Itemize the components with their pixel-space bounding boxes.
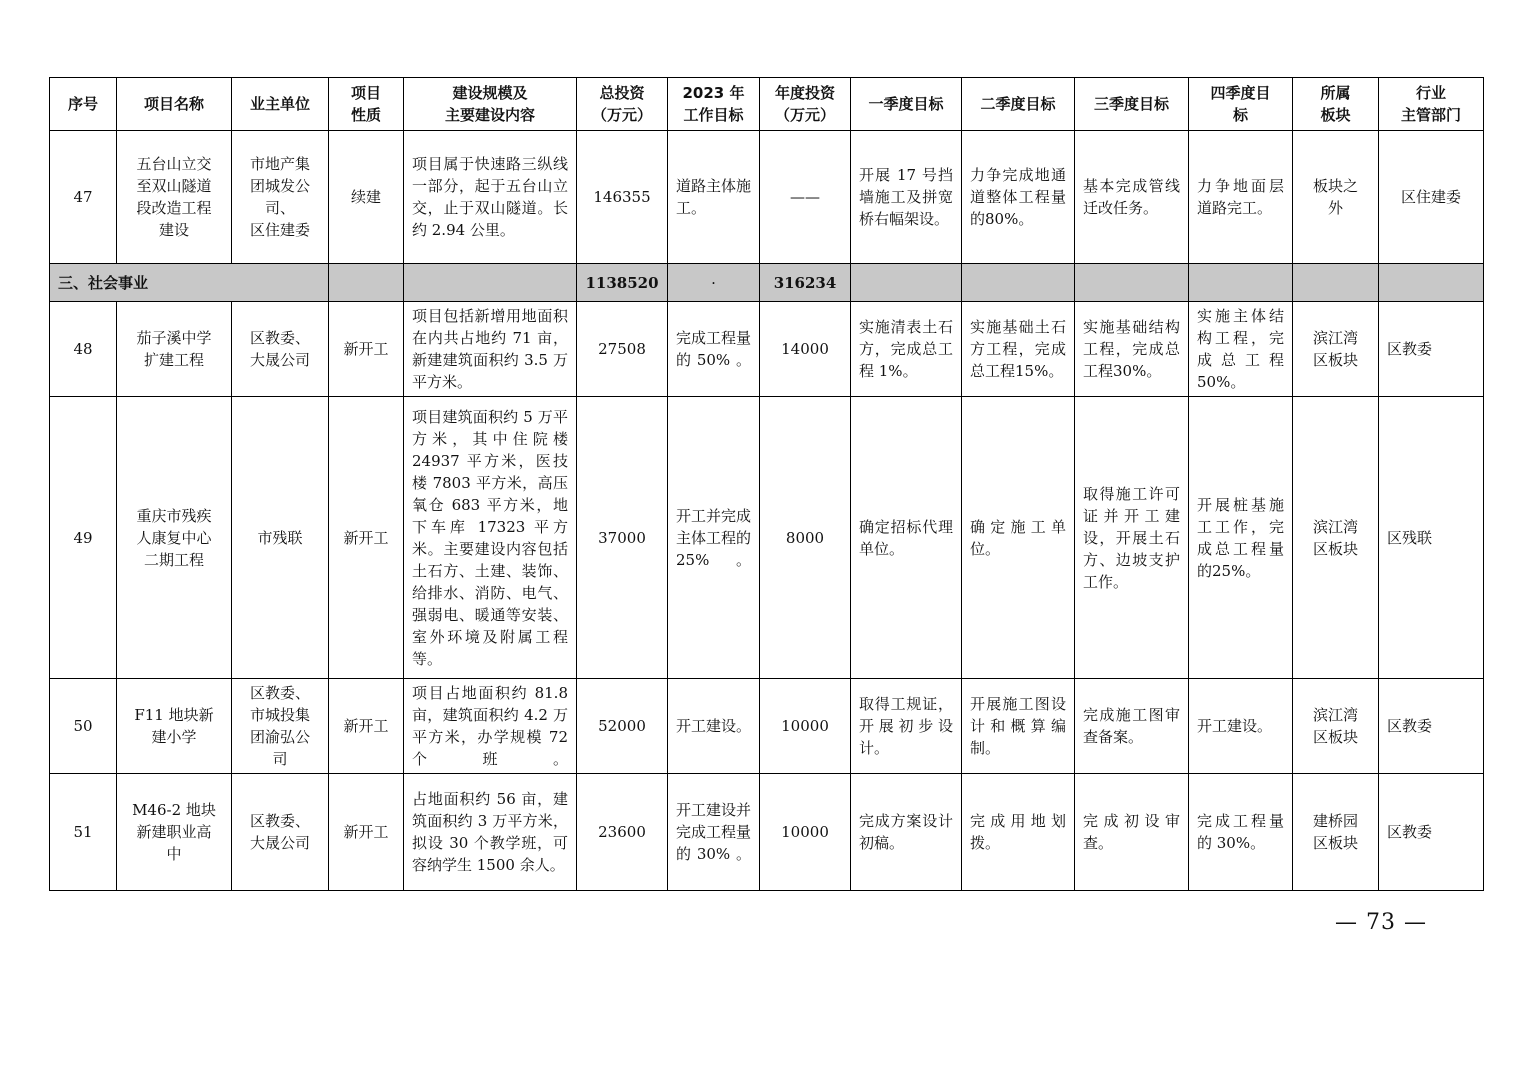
table-row [50,131,1484,264]
project-name: 茄子溪中学 扩建工程 [117,302,232,397]
supervising-dept: 区教委 [1379,302,1484,397]
q2-target: 实施基础土石方工程，完成总工程15%。 [962,302,1075,397]
annual-goal: 开工并完成主体工程的25%。 [668,397,760,679]
header-cell: 行业 主管部门 [1379,78,1484,131]
table-row [50,397,1484,679]
construction-scope: 占地面积约 56 亩，建筑面积约 3 万平方米，拟设 30 个教学班，可容纳学生 1500 余人。 [404,774,577,891]
page-number: — 73 — [1335,910,1427,935]
header-cell: 业主单位 [232,78,329,131]
table-row [50,774,1484,891]
annual-goal: 开工建设并完成工程量的30%。 [668,774,760,891]
section-total-investment: 1138520 [577,264,668,302]
construction-scope: 项目建筑面积约 5 万平方米，其中住院楼 24937 平方米，医技楼 7803 平方米，高压氧仓 683 平方米，地下车库 17323 平方米。主要建设内容包括土石方、土建、装饰、给排水、消防、电气、强弱电、暖通等安装、室外环境及附属工程等。 [404,397,577,679]
header-row [50,78,1484,131]
row-number: 50 [50,679,117,774]
sector: 滨江湾 区板块 [1293,397,1379,679]
row-number: 51 [50,774,117,891]
header-cell: 一季度目标 [851,78,962,131]
header-cell: 项目 性质 [329,78,404,131]
annual-investment: 14000 [760,302,851,397]
supervising-dept: 区残联 [1379,397,1484,679]
section-empty-cell [851,264,962,302]
q1-target: 完成方案设计初稿。 [851,774,962,891]
supervising-dept: 区教委 [1379,774,1484,891]
project-nature: 续建 [329,131,404,264]
owner-unit: 区教委、 大晟公司 [232,774,329,891]
total-investment: 23600 [577,774,668,891]
header-cell: 项目名称 [117,78,232,131]
section-empty-cell [1379,264,1484,302]
header-cell: 2023 年 工作目标 [668,78,760,131]
total-investment: 37000 [577,397,668,679]
annual-investment: 10000 [760,774,851,891]
q2-target: 完成用地划拨。 [962,774,1075,891]
construction-scope: 项目属于快速路三纵线一部分，起于五台山立交，止于双山隧道。长约 2.94 公里。 [404,131,577,264]
section-goal: · [668,264,760,302]
q2-target: 力争完成地通道整体工程量的80%。 [962,131,1075,264]
q4-target: 实施主体结构工程，完成总工程 50%。 [1189,302,1293,397]
section-label: 三、社会事业 [50,264,329,302]
q4-target: 开工建设。 [1189,679,1293,774]
header-cell: 二季度目标 [962,78,1075,131]
row-number: 48 [50,302,117,397]
owner-unit: 区教委、 大晟公司 [232,302,329,397]
section-empty-cell [1075,264,1189,302]
total-investment: 52000 [577,679,668,774]
project-nature: 新开工 [329,679,404,774]
header-cell: 所属 板块 [1293,78,1379,131]
annual-goal: 开工建设。 [668,679,760,774]
owner-unit: 市残联 [232,397,329,679]
total-investment: 27508 [577,302,668,397]
supervising-dept: 区住建委 [1379,131,1484,264]
q3-target: 取得施工许可证并开工建设，开展土石方、边坡支护工作。 [1075,397,1189,679]
q4-target: 开展桩基施工工作，完成总工程量的25%。 [1189,397,1293,679]
section-empty-cell [1189,264,1293,302]
annual-goal: 完成工程量的50%。 [668,302,760,397]
q3-target: 完成施工图审查备案。 [1075,679,1189,774]
total-investment: 146355 [577,131,668,264]
section-row [50,264,1484,302]
header-cell: 三季度目标 [1075,78,1189,131]
owner-unit: 市地产集 团城发公 司、 区住建委 [232,131,329,264]
section-empty-cell [962,264,1075,302]
project-nature: 新开工 [329,397,404,679]
section-annual-investment: 316234 [760,264,851,302]
project-name: 五台山立交 至双山隧道 段改造工程 建设 [117,131,232,264]
table-row [50,679,1484,774]
project-name: F11 地块新 建小学 [117,679,232,774]
header-cell: 建设规模及 主要建设内容 [404,78,577,131]
annual-investment: 8000 [760,397,851,679]
q3-target: 基本完成管线迁改任务。 [1075,131,1189,264]
sector: 滨江湾 区板块 [1293,679,1379,774]
row-number: 47 [50,131,117,264]
header-cell: 序号 [50,78,117,131]
section-empty-cell [404,264,577,302]
annual-investment: 10000 [760,679,851,774]
project-name: M46-2 地块 新建职业高 中 [117,774,232,891]
table-row [50,302,1484,397]
header-cell: 四季度目 标 [1189,78,1293,131]
sector: 滨江湾 区板块 [1293,302,1379,397]
q3-target: 实施基础结构工程，完成总工程30%。 [1075,302,1189,397]
q2-target: 开展施工图设计和概算编制。 [962,679,1075,774]
annual-investment: —— [760,131,851,264]
annual-goal: 道路主体施工。 [668,131,760,264]
header-cell: 年度投资 （万元） [760,78,851,131]
q4-target: 力争地面层道路完工。 [1189,131,1293,264]
q1-target: 实施清表土石方，完成总工程 1%。 [851,302,962,397]
supervising-dept: 区教委 [1379,679,1484,774]
row-number: 49 [50,397,117,679]
project-nature: 新开工 [329,302,404,397]
q1-target: 确定招标代理单位。 [851,397,962,679]
section-empty-cell [329,264,404,302]
owner-unit: 区教委、 市城投集 团渝弘公 司 [232,679,329,774]
construction-scope: 项目占地面积约 81.8 亩，建筑面积约 4.2 万平方米，办学规模 72 个班。 [404,679,577,774]
project-table [49,77,1484,891]
q2-target: 确定施工单位。 [962,397,1075,679]
q1-target: 取得工规证，开展初步设计。 [851,679,962,774]
header-cell: 总投资 （万元） [577,78,668,131]
q4-target: 完成工程量的 30%。 [1189,774,1293,891]
sector: 板块之 外 [1293,131,1379,264]
section-empty-cell [1293,264,1379,302]
sector: 建桥园 区板块 [1293,774,1379,891]
project-name: 重庆市残疾 人康复中心 二期工程 [117,397,232,679]
q3-target: 完成初设审查。 [1075,774,1189,891]
construction-scope: 项目包括新增用地面积在内共占地约 71 亩，新建建筑面积约 3.5 万平方米。 [404,302,577,397]
q1-target: 开展 17 号挡墙施工及拼宽桥右幅架设。 [851,131,962,264]
project-nature: 新开工 [329,774,404,891]
